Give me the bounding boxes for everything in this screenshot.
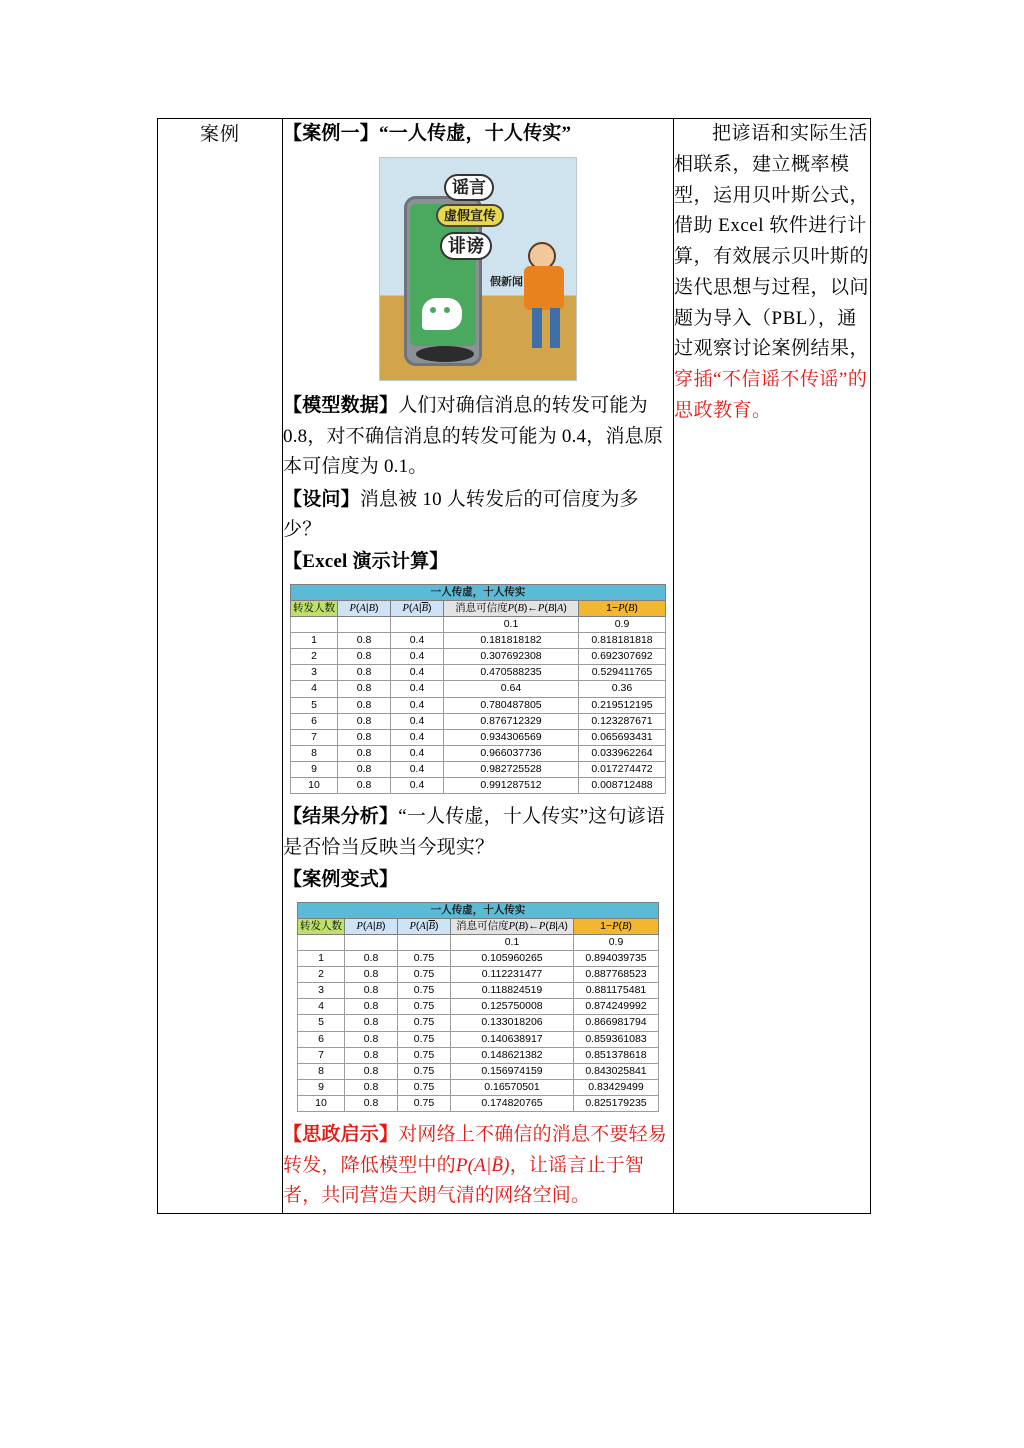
insight-paragraph xyxy=(283,1120,673,1211)
cell: 0.4 xyxy=(391,665,444,681)
cell: 10 xyxy=(291,778,338,794)
cell: 0.8 xyxy=(338,633,391,649)
cell: 0.4 xyxy=(391,697,444,713)
person-leg-left xyxy=(532,308,542,348)
cell xyxy=(338,616,391,632)
cell: 0.866981794 xyxy=(574,1015,659,1031)
table-row xyxy=(298,1079,659,1095)
cell: 0.1 xyxy=(444,616,579,632)
table-row xyxy=(291,729,666,745)
cell: 3 xyxy=(298,983,345,999)
cell: 0.9 xyxy=(579,616,666,632)
cell: 0.8 xyxy=(338,745,391,761)
table-row xyxy=(291,665,666,681)
cell: 0.017274472 xyxy=(579,762,666,778)
insight-text-2: ，让谣言止于智者，共同营造天朗气清的网络空间。 xyxy=(283,1154,645,1206)
insight-label: 【思政启示】 xyxy=(283,1124,399,1146)
cell: 0.1 xyxy=(451,934,574,950)
model-data-label: 【模型数据】 xyxy=(283,395,399,417)
table-row xyxy=(298,1063,659,1079)
cell: 0.874249992 xyxy=(574,999,659,1015)
cell: 4 xyxy=(291,681,338,697)
cell: 5 xyxy=(291,697,338,713)
cell xyxy=(391,616,444,632)
cell: 0.8 xyxy=(345,1047,398,1063)
cell: 0.75 xyxy=(398,1031,451,1047)
excel-title-row xyxy=(298,902,659,918)
cell: 0.75 xyxy=(398,1063,451,1079)
case-title: 【案例一】“一人传虚，十人传实” xyxy=(283,123,572,144)
cell: 0.156974159 xyxy=(451,1063,574,1079)
cell: 0.008712488 xyxy=(579,778,666,794)
cell: 0.692307692 xyxy=(579,649,666,665)
col-header-pb: 消息可信度P(B)←P(B|A) xyxy=(451,918,574,934)
cell: 0.818181818 xyxy=(579,633,666,649)
cell: 4 xyxy=(298,999,345,1015)
case-variant-label: 【案例变式】 xyxy=(283,869,399,891)
row-label-text: 案例 xyxy=(199,124,240,145)
cell: 0.75 xyxy=(398,983,451,999)
col-header-pab: P(A|B) xyxy=(338,600,391,616)
case-content-cell xyxy=(283,119,674,1214)
cell: 6 xyxy=(291,713,338,729)
result-analysis-label: 【结果分析】 xyxy=(283,806,399,828)
wechat-icon xyxy=(422,298,462,330)
cell: 7 xyxy=(291,729,338,745)
cell xyxy=(398,934,451,950)
cell: 9 xyxy=(298,1079,345,1095)
table-row xyxy=(291,713,666,729)
bubble-rumor: 谣言 xyxy=(444,174,494,201)
cell: 0.174820765 xyxy=(451,1096,574,1112)
result-analysis-paragraph xyxy=(283,802,673,863)
cell xyxy=(291,616,338,632)
cell: 0.065693431 xyxy=(579,729,666,745)
cell: 10 xyxy=(298,1096,345,1112)
cell: 0.8 xyxy=(338,681,391,697)
cell: 0.125750008 xyxy=(451,999,574,1015)
table-row xyxy=(158,119,871,1214)
cell: 0.887768523 xyxy=(574,967,659,983)
cell: 0.934306569 xyxy=(444,729,579,745)
excel-header-row xyxy=(291,600,666,616)
cell: 7 xyxy=(298,1047,345,1063)
bubble-false-ad: 虚假宣传 xyxy=(436,204,504,227)
col-header-count: 转发人数 xyxy=(298,918,345,934)
cell: 0.851378618 xyxy=(574,1047,659,1063)
col-header-pabbar: $P(A|\overline{B})$ xyxy=(391,600,444,616)
cell: 0.4 xyxy=(391,633,444,649)
col-header-pab: P(A|B) xyxy=(345,918,398,934)
cell: 0.8 xyxy=(345,1063,398,1079)
cell: 0.876712329 xyxy=(444,713,579,729)
cell: 0.148621382 xyxy=(451,1047,574,1063)
cell: 0.4 xyxy=(391,778,444,794)
cell: 0.529411765 xyxy=(579,665,666,681)
cell: 0.8 xyxy=(345,950,398,966)
cell: 0.8 xyxy=(338,713,391,729)
excel-initial-row xyxy=(291,616,666,632)
cell: 0.4 xyxy=(391,729,444,745)
cell: 0.8 xyxy=(345,1031,398,1047)
cell: 0.36 xyxy=(579,681,666,697)
cell: 0.8 xyxy=(345,1079,398,1095)
cell: 0.140638917 xyxy=(451,1031,574,1047)
cell: 1 xyxy=(291,633,338,649)
cell: 0.118824519 xyxy=(451,983,574,999)
result-analysis-text: “一人传虚，十人传实”这句谚语是否恰当反映当今现实？ xyxy=(283,806,666,858)
insight-text-1: 对网络上不确信的消息不要轻易转发，降低模型中的 xyxy=(283,1124,668,1176)
cell: 0.75 xyxy=(398,1096,451,1112)
excel-table-1 xyxy=(290,584,666,795)
table-row xyxy=(291,649,666,665)
cell: 0.8 xyxy=(338,649,391,665)
cell: 0.470588235 xyxy=(444,665,579,681)
cell: 0.8 xyxy=(345,1015,398,1031)
excel-title: 一人传虚，十人传实 xyxy=(298,902,659,918)
model-data-paragraph xyxy=(283,391,673,482)
content-table xyxy=(157,118,871,1214)
table-row xyxy=(298,1031,659,1047)
cell: 0.75 xyxy=(398,999,451,1015)
table-row xyxy=(298,999,659,1015)
cell: 0.83429499 xyxy=(574,1079,659,1095)
cell: 0.16570501 xyxy=(451,1079,574,1095)
model-data-text: 人们对确信消息的转发可能为 0.8，对不确信消息的转发可能为 0.4，消息原本可信度为 0.1。 xyxy=(283,395,664,478)
insight-formula: P(A|B̄) xyxy=(455,1154,510,1176)
excel-demo-label: 【Excel 演示计算】 xyxy=(283,551,449,573)
question-paragraph xyxy=(283,485,673,546)
bubble-slander: 诽谤 xyxy=(440,232,492,260)
col-header-pb: 消息可信度P(B)←P(B|A) xyxy=(444,600,579,616)
cell: 0.843025841 xyxy=(574,1063,659,1079)
cell: 3 xyxy=(291,665,338,681)
cell: 0.8 xyxy=(338,697,391,713)
table-row xyxy=(298,967,659,983)
question-label: 【设问】 xyxy=(283,488,360,510)
cell: 0.825179235 xyxy=(574,1096,659,1112)
cell: 0.123287671 xyxy=(579,713,666,729)
question-text: 消息被 10 人转发后的可信度为多少？ xyxy=(283,488,639,540)
bubble-fake-news: 假新闻 xyxy=(490,276,523,289)
cell: 9 xyxy=(291,762,338,778)
rumor-illustration xyxy=(379,157,577,381)
cell: 0.9 xyxy=(574,934,659,950)
cell: 1 xyxy=(298,950,345,966)
cell: 0.219512195 xyxy=(579,697,666,713)
cell: 0.881175481 xyxy=(574,983,659,999)
cell: 0.307692308 xyxy=(444,649,579,665)
cell: 0.4 xyxy=(391,762,444,778)
cell: 0.75 xyxy=(398,1047,451,1063)
table-row xyxy=(298,1096,659,1112)
cell: 0.75 xyxy=(398,967,451,983)
table-row xyxy=(298,950,659,966)
excel-header-row xyxy=(298,918,659,934)
cell xyxy=(298,934,345,950)
cell: 5 xyxy=(298,1015,345,1031)
cell: 0.8 xyxy=(345,967,398,983)
cell: 0.133018206 xyxy=(451,1015,574,1031)
table-row xyxy=(298,983,659,999)
teaching-note-red-text: 穿插“不信谣不传谣”的思政教育。 xyxy=(674,369,868,421)
cell: 0.8 xyxy=(338,729,391,745)
col-header-1minuspb: 1−P(B) xyxy=(579,600,666,616)
cell: 8 xyxy=(298,1063,345,1079)
cell: 8 xyxy=(291,745,338,761)
col-header-pabbar: $P(A|\overline{B})$ xyxy=(398,918,451,934)
table-row xyxy=(298,1047,659,1063)
teaching-note-text: 把谚语和实际生活相联系，建立概率模型，运用贝叶斯公式，借助 Excel 软件进行计算，有效展示贝叶斯的迭代思想与过程，以问题为导入（PBL），通过观察讨论案例结果， xyxy=(674,123,870,360)
excel-table-2 xyxy=(297,902,659,1113)
cell: 0.112231477 xyxy=(451,967,574,983)
cell: 2 xyxy=(298,967,345,983)
cell: 0.894039735 xyxy=(574,950,659,966)
person-body xyxy=(524,266,564,310)
excel-initial-row xyxy=(298,934,659,950)
table-row xyxy=(298,1015,659,1031)
cell: 0.75 xyxy=(398,950,451,966)
cell: 0.966037736 xyxy=(444,745,579,761)
cell: 0.4 xyxy=(391,745,444,761)
excel-title-row xyxy=(291,584,666,600)
teaching-note-paragraph xyxy=(674,119,870,427)
cell: 0.8 xyxy=(338,762,391,778)
cell: 0.859361083 xyxy=(574,1031,659,1047)
row-label-cell xyxy=(158,119,283,1214)
table-row xyxy=(291,633,666,649)
table-row xyxy=(291,681,666,697)
col-header-count: 转发人数 xyxy=(291,600,338,616)
illustration-wrapper xyxy=(283,157,673,381)
cell: 0.8 xyxy=(338,665,391,681)
table-row xyxy=(291,697,666,713)
table-row xyxy=(291,745,666,761)
cell: 6 xyxy=(298,1031,345,1047)
cell: 0.8 xyxy=(345,1096,398,1112)
cell: 2 xyxy=(291,649,338,665)
cell: 0.181818182 xyxy=(444,633,579,649)
cell: 0.8 xyxy=(345,983,398,999)
person-leg-right xyxy=(550,308,560,348)
table-row xyxy=(291,762,666,778)
col-header-1minuspb: 1−P(B) xyxy=(574,918,659,934)
cell: 0.105960265 xyxy=(451,950,574,966)
cell: 0.4 xyxy=(391,681,444,697)
cell: 0.64 xyxy=(444,681,579,697)
cell xyxy=(345,934,398,950)
cell: 0.75 xyxy=(398,1015,451,1031)
cell: 0.982725528 xyxy=(444,762,579,778)
cell: 0.033962264 xyxy=(579,745,666,761)
cell: 0.8 xyxy=(345,999,398,1015)
table-row xyxy=(291,778,666,794)
cell: 0.4 xyxy=(391,649,444,665)
cell: 0.8 xyxy=(338,778,391,794)
cell: 0.991287512 xyxy=(444,778,579,794)
teaching-note-cell xyxy=(674,119,871,1214)
cell: 0.780487805 xyxy=(444,697,579,713)
excel-title: 一人传虚，十人传实 xyxy=(291,584,666,600)
cell: 0.4 xyxy=(391,713,444,729)
cell: 0.75 xyxy=(398,1079,451,1095)
